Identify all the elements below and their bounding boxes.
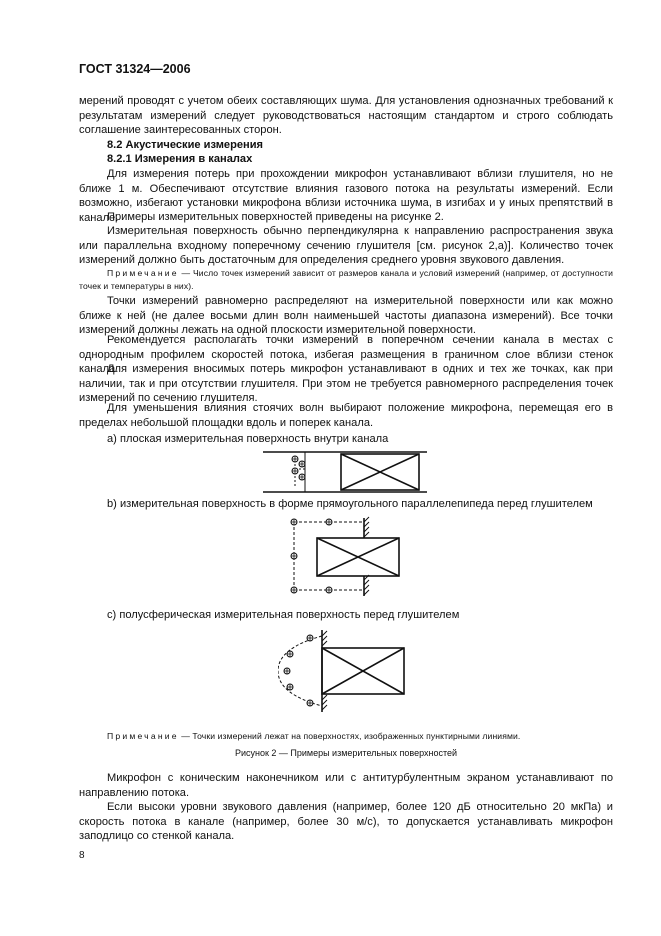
paragraph-5: Рекомендуется располагать точки измерений в поперечном сечении канала в местах с однородным профилем скоростей потока, избегая размещения в граничном слое вблизи стенок канала. (79, 334, 613, 375)
section-heading-8-2: 8.2 Акустические измерения (107, 139, 264, 151)
paragraph-continuation: мерений проводят с учетом обеих составляющих шума. Для установления однозначных требований к результатам измерений следует руководствоваться настоящим стандартом и строго соблюдать соглашение заинтересованных сторон. (79, 95, 613, 136)
note-2 (107, 730, 613, 743)
note-1-label: Примечание (107, 268, 179, 278)
figure-a-label: а) плоская измерительная поверхность внутри канала (107, 433, 389, 445)
paragraph-4: Точки измерений равномерно распределяют на измерительной поверхности или как можно ближе к ней (не далее восьми длин волн наименьшей частоты диапазона измерений). Все точки измерений должны лежать на одной плоскости измерительной поверхности. (79, 295, 613, 336)
paragraph-2: Примеры измерительных поверхностей приведены на рисунке 2. (107, 211, 444, 223)
paragraph-6: Для измерения вносимых потерь микрофон устанавливают в одних и тех же точках, как при наличии, так и при отсутствии глушителя. При этом не требуется равномерного распределения точек измерений по сечению глушителя. (79, 363, 613, 404)
document-header: ГОСТ 31324—2006 (79, 62, 191, 76)
note-1 (79, 267, 613, 293)
paragraph-1: Для измерения потерь при прохождении микрофон устанавливают вблизи глушителя, но не ближе 1 м. Обеспечивают отсутствие влияния газового потока на результаты измерений. Если возможно, избегают установки микрофона вблизи источника шума, в изгибах и у иных препятствий в канале. (79, 168, 613, 224)
note-2-label: Примечание (107, 731, 179, 741)
page-number: 8 (79, 850, 85, 861)
figure-caption: Рисунок 2 — Примеры измерительных поверхностей (234, 748, 458, 758)
figure-b-label: b) измерительная поверхность в форме прямоугольного параллелепипеда перед глушителем (107, 498, 593, 510)
note-1-text: — Число точек измерений зависит от размеров канала и условий измерений (например, от доступности точек и температуры в них). (79, 268, 613, 291)
paragraph-8: Микрофон с коническим наконечником или с антитурбулентным экраном устанавливают по направлению потока. (79, 772, 613, 799)
subsection-heading-8-2-1: 8.2.1 Измерения в каналах (107, 153, 253, 165)
figure-a-diagram (255, 448, 440, 498)
figure-c-diagram (278, 626, 413, 716)
note-2-text: — Точки измерений лежат на поверхностях, изображенных пунктирными линиями. (181, 731, 521, 741)
paragraph-3: Измерительная поверхность обычно перпендикулярна к направлению распространения звука или параллельна входному поперечному сечению глушителя [см. рисунок 2,а)]. Количество точек измерений должно быть достаточным для определения среднего уровня звукового давления. (79, 225, 613, 266)
figure-c-label: с) полусферическая измерительная поверхность перед глушителем (107, 609, 460, 621)
paragraph-9: Если высоки уровни звукового давления (например, более 120 дБ относительно 20 мкПа) и скорость потока в канале (например, более 30 м/с), то допускается устанавливать микрофон заподлицо со стенкой канала. (79, 801, 613, 842)
paragraph-7: Для уменьшения влияния стоячих волн выбирают положение микрофона, перемещая его в пределах небольшой площадки вдоль и поперек канала. (79, 402, 613, 429)
figure-b-diagram (282, 514, 412, 604)
